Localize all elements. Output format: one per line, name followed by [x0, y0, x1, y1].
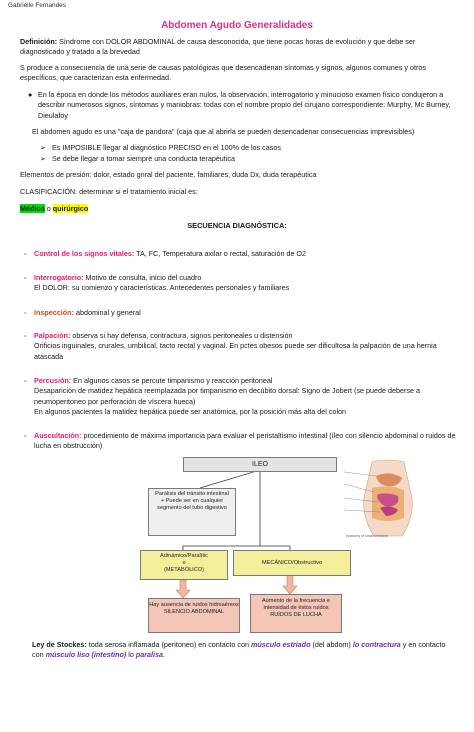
dash-marker: - — [24, 431, 27, 440]
arrow-text: Es IMPOSIBLE llegar al diagnóstico PRECISO en el 100% de los casos — [52, 143, 281, 152]
step-label: Control de los signos vitales: — [34, 249, 135, 258]
anatomy-illustration — [342, 458, 434, 542]
step-label: Interrogatorio: — [34, 273, 84, 282]
step-text-line2: Desaparición de matidez hepática reemplazada por timpanismo en decúbito dorsal: Signo de Jobert (se puede deberse a neumoperitoneo por perforación de víscera hueca) — [34, 386, 420, 406]
paralisa: paralisa — [135, 650, 164, 660]
stokes-paragraph — [32, 640, 456, 661]
step-text: En algunos casos se percute timpanismo y reacción peritoneal — [71, 376, 273, 385]
step-text-line3: En algunos pacientes la matidez hepática puede ser anatómica, por la posición más alta del colon — [34, 407, 347, 417]
dash-marker: - — [24, 331, 27, 340]
definicion-text: Síndrome con DOLOR ABDOMINAL de causa desconocida, que tiene pocas horas de evolución y que debe ser diagnosticado y tratado a la brevedad — [20, 37, 416, 57]
medico-highlight: Médico — [20, 204, 45, 213]
anatomy-caption: Anatomy of small intestine — [346, 534, 388, 538]
step-text: observa si hay defensa, contractura, signos peritoneales u distensión — [70, 331, 293, 340]
step-text-line2: Orificios inguinales, crurales, umbilical, tacto rectal y vaginal. En pctes obesos puede ser dificultosa la palpación de una hernia atascada — [34, 341, 437, 361]
stokes-text: . — [163, 650, 166, 660]
stokes-label: Ley de Stockes: — [32, 640, 87, 649]
musculo-liso: músculo liso (intestino) — [45, 650, 127, 660]
dash-marker: - — [24, 376, 27, 385]
step-label: Percusión: — [34, 376, 72, 385]
quirurgico-highlight: quirúrgico — [52, 204, 89, 213]
stokes-text: (del abdom) — [310, 640, 353, 649]
pandora-paragraph: El abdomen agudo es una "caja de pandora" (caja que al abrirla se pueden desencadenar consecuencias imprevisibles) — [32, 127, 415, 136]
musculo-estriado: músculo estriado — [250, 640, 311, 649]
lucha-box: Aumento de la frecuencia e intensidad de éstos ruidos RUÍDOS DE LUCHA — [250, 594, 342, 633]
stokes-text: toda serosa inflamada (peritoneo) en contacto con — [86, 640, 251, 649]
contractura: lo contractura — [352, 640, 401, 649]
arrow-text: Se debe llegar a tomar siempre una conducta terapéutica — [52, 154, 235, 163]
presion-paragraph: Elementos de presión: dolor, estado gnral del paciente, familiares, duda Dx, duda terapéutica — [20, 170, 317, 179]
step-text: Motivo de consulta, inicio del cuadro — [83, 273, 202, 282]
arrow-right-icon: ➢ — [40, 143, 47, 152]
stokes-text: y en contacto con — [32, 640, 446, 660]
o-text: o — [44, 204, 53, 213]
clasificacion-paragraph: CLASIFICACIÓN: determinar si el tratamiento inicial es: — [20, 187, 198, 196]
bullet-text: En la época en donde los métodos auxiliares eran nulos, la observación, interrogatorio y minucioso examen físico condujeron a describir numerosos signos, síntomas y maniobras: todas con el nombre propio del cirujano correspondiente: Murphy, Mc Burney, Dieulafoy — [38, 90, 451, 120]
stokes-text: lo — [126, 650, 136, 660]
mecanico-box: MECÁNICO/Obstructivo — [233, 550, 351, 576]
step-text: procedimiento de máxima importancia para evaluar el peristaltismo intestinal (íleo con silencio abdominal o ruidos de lucha en obstrucción) — [34, 431, 456, 451]
ileo-box: ILEO — [183, 457, 337, 472]
abdomen-anatomy-icon — [342, 458, 434, 542]
step-text: abdominal y general — [73, 308, 141, 317]
step-label: Palpación: — [34, 331, 71, 340]
step-label: Inspección: — [34, 308, 74, 317]
step-label: Auscultación: — [34, 431, 82, 440]
page-title: Abdomen Agudo Generalidades — [161, 20, 313, 31]
step-text: TA, FC, Temperatura axilar o rectal, saturación de O2 — [134, 249, 307, 258]
intro-paragraph: S produce a consecuencia de una serie de causas patológicas que desencadenan síntomas y signos, algunos comunes y otros específicos, que caracterizan esta enfermedad. — [20, 63, 426, 83]
step-text-line2: El DOLOR: su comienzo y características. Antecedentes personales y familiares — [34, 283, 290, 293]
definicion-label: Definición: — [20, 37, 58, 46]
document-header-author: Gabrielle Fernandes — [8, 2, 66, 9]
adinamico-box: Adinámico/Paralític o (METABÓLICO) — [140, 550, 228, 580]
dash-marker: - — [24, 249, 27, 258]
arrow-right-icon: ➢ — [40, 154, 47, 163]
dash-marker: - — [24, 273, 27, 282]
paralisis-box: Parálisis del tránsito intestinal + Puede ser en cualquier segmento del tubo digestivo — [148, 488, 236, 536]
dash-marker: - — [24, 308, 27, 317]
silencio-box: Hay ausencia de ruidos hidroaéreos SILENCIO ABDOMINAL — [148, 598, 240, 633]
bullet-dot-icon: ● — [28, 90, 33, 99]
secuencia-heading: SECUENCIA DIAGNÓSTICA: — [187, 221, 287, 230]
